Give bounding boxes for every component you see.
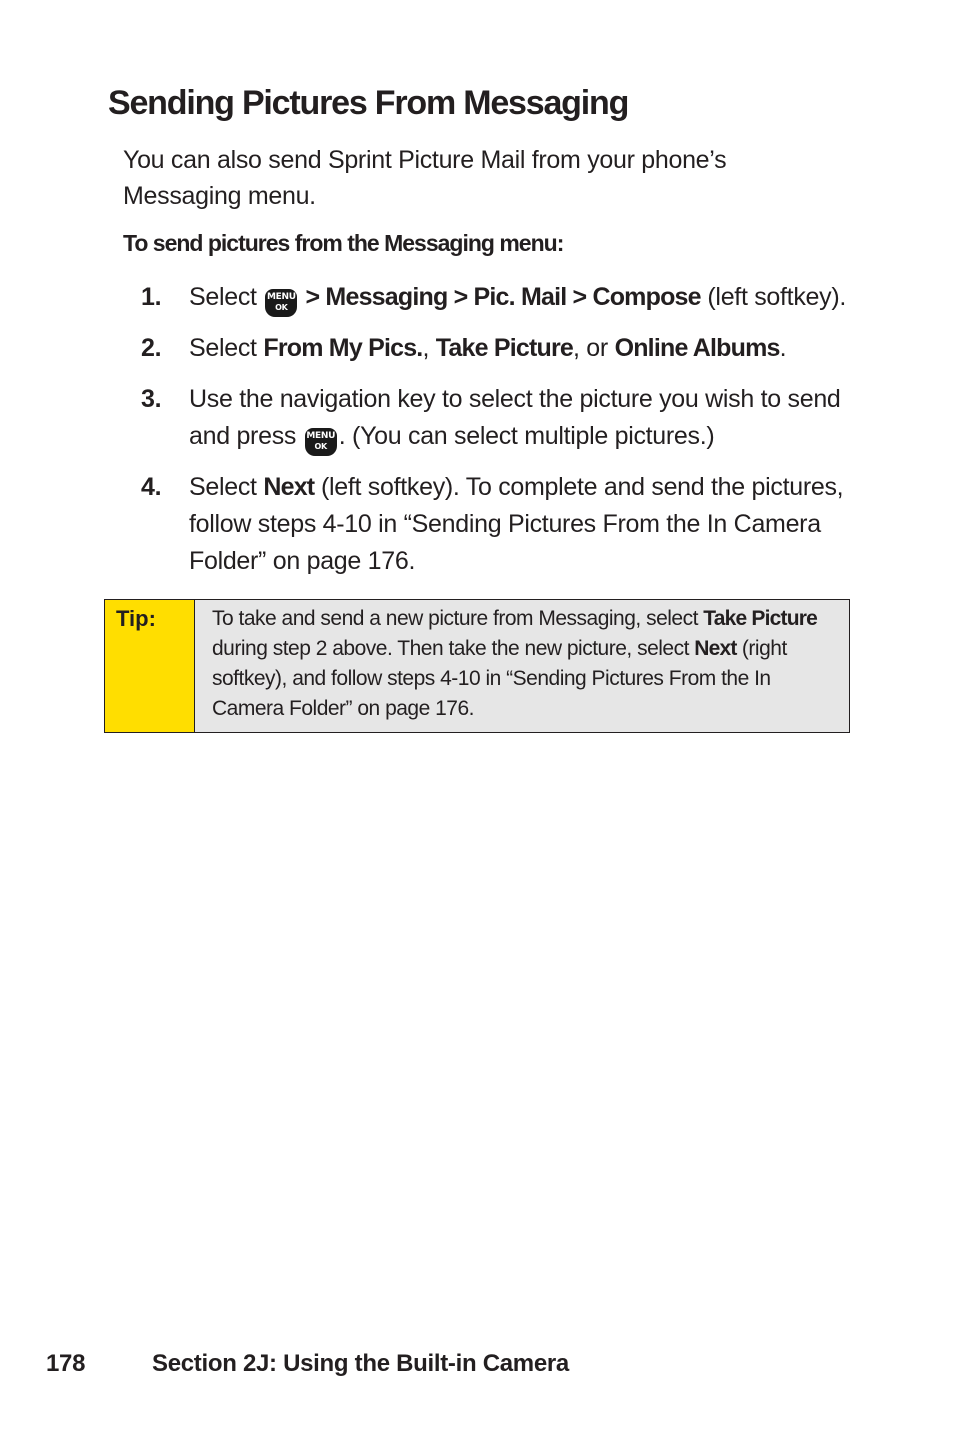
step-text: Select Next (left softkey). To complete and send the pictures, follow steps 4-10 in “Sending Pictures From the In Camera Folder” on page 176. xyxy=(189,473,844,575)
page-heading: Sending Pictures From Messaging xyxy=(108,84,629,122)
step-text: Select MENU OK > Messaging > Pic. Mail > Compose (left softkey). xyxy=(189,279,879,317)
tip-label-cell xyxy=(105,600,195,732)
step-number: 1. xyxy=(141,283,162,311)
intro-paragraph: You can also send Sprint Picture Mail from your phone’s Messaging menu. xyxy=(123,146,727,210)
menu-ok-key-icon: MENU OK xyxy=(305,428,337,456)
page-number: 178 xyxy=(46,1350,86,1377)
tip-text: To take and send a new picture from Messaging, select Take Picture during step 2 above. Then take the new picture, select Next (right softkey), and follow steps 4-10 in “Sending Pictures From the In Camera Folder” on page 176. xyxy=(212,607,818,720)
procedure-subheading: To send pictures from the Messaging menu: xyxy=(123,230,564,256)
step-text: Use the navigation key to select the picture you wish to send and press MENU OK . (You can select multiple pictures.) xyxy=(189,381,879,456)
step-number: 2. xyxy=(141,334,162,362)
section-title: Section 2J: Using the Built-in Camera xyxy=(152,1350,569,1377)
menu-ok-key-icon: MENU OK xyxy=(265,289,297,317)
step-number: 3. xyxy=(141,385,162,413)
step-number: 4. xyxy=(141,473,162,501)
tip-label: Tip: xyxy=(116,606,156,631)
tip-box xyxy=(104,599,850,733)
step-text: Select From My Pics., Take Picture, or Online Albums. xyxy=(189,334,787,362)
